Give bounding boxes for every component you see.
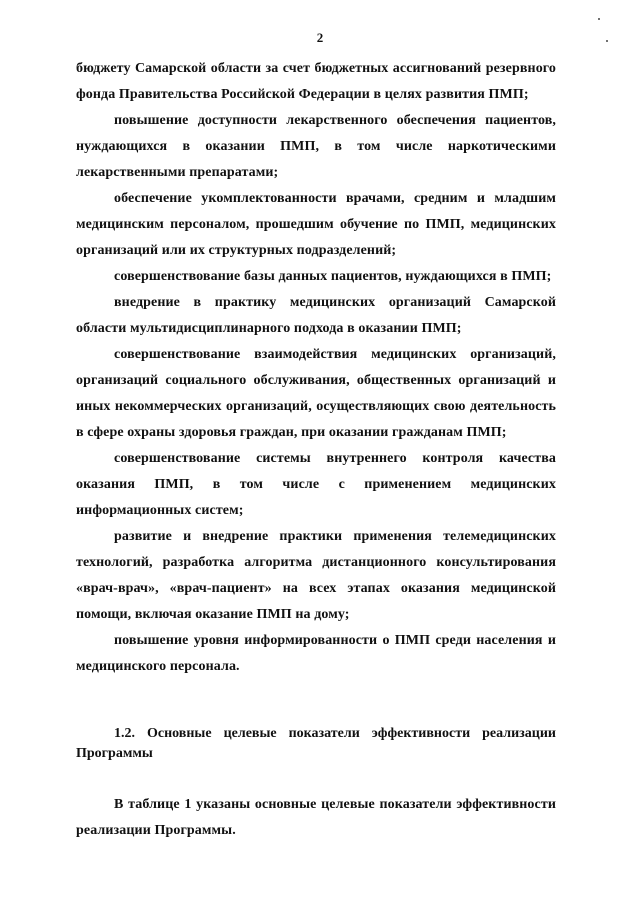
paragraph-7: совершенствование системы внутреннего контроля качества оказания ПМП, в том числе с применением медицинских информационных систем;: [76, 451, 556, 518]
section-heading: 1.2. Основные целевые показатели эффективности реализации Программы: [76, 726, 556, 761]
paragraph-4: совершенствование базы данных пациентов, нуждающихся в ПМП;: [114, 269, 552, 284]
paragraph-6: совершенствование взаимодействия медицинских организаций, организаций социального обслуживания, общественных организаций и иных некоммерческих организаций, осуществляющих свою деятельность в сфере охраны здоровья граждан, при оказании гражданам ПМП;: [76, 347, 556, 440]
scan-speck: [606, 40, 608, 42]
closing-paragraph: В таблице 1 указаны основные целевые показатели эффективности реализации Программы.: [76, 797, 556, 838]
paragraph-8: развитие и внедрение практики применения телемедицинских технологий, разработка алгоритма дистанционного консультирования «врач-врач», «врач-пациент» на всех этапах оказания медицинской помощи, включая оказание ПМП на дому;: [76, 529, 556, 622]
heading-gap: [76, 764, 556, 792]
paragraph-3: обеспечение укомплектованности врачами, средним и младшим медицинским персоналом, прошедшим обучение по ПМП, медицинских организаций или их структурных подразделений;: [76, 191, 556, 258]
scan-speck: [598, 18, 600, 20]
paragraph-5: внедрение в практику медицинских организаций Самарской области мультидисциплинарного подхода в оказании ПМП;: [76, 295, 556, 336]
paragraph-2: повышение доступности лекарственного обеспечения пациентов, нуждающихся в оказании ПМП, в том числе наркотическими лекарственными препаратами;: [76, 113, 556, 180]
paragraph-1: бюджету Самарской области за счет бюджетных ассигнований резервного фонда Правительства Российской Федерации в целях развития ПМП;: [76, 61, 556, 102]
section-gap: [76, 680, 556, 724]
paragraph-9: повышение уровня информированности о ПМП среди населения и медицинского персонала.: [76, 633, 556, 674]
page-number: 2: [316, 30, 324, 45]
document-body: [76, 56, 556, 844]
